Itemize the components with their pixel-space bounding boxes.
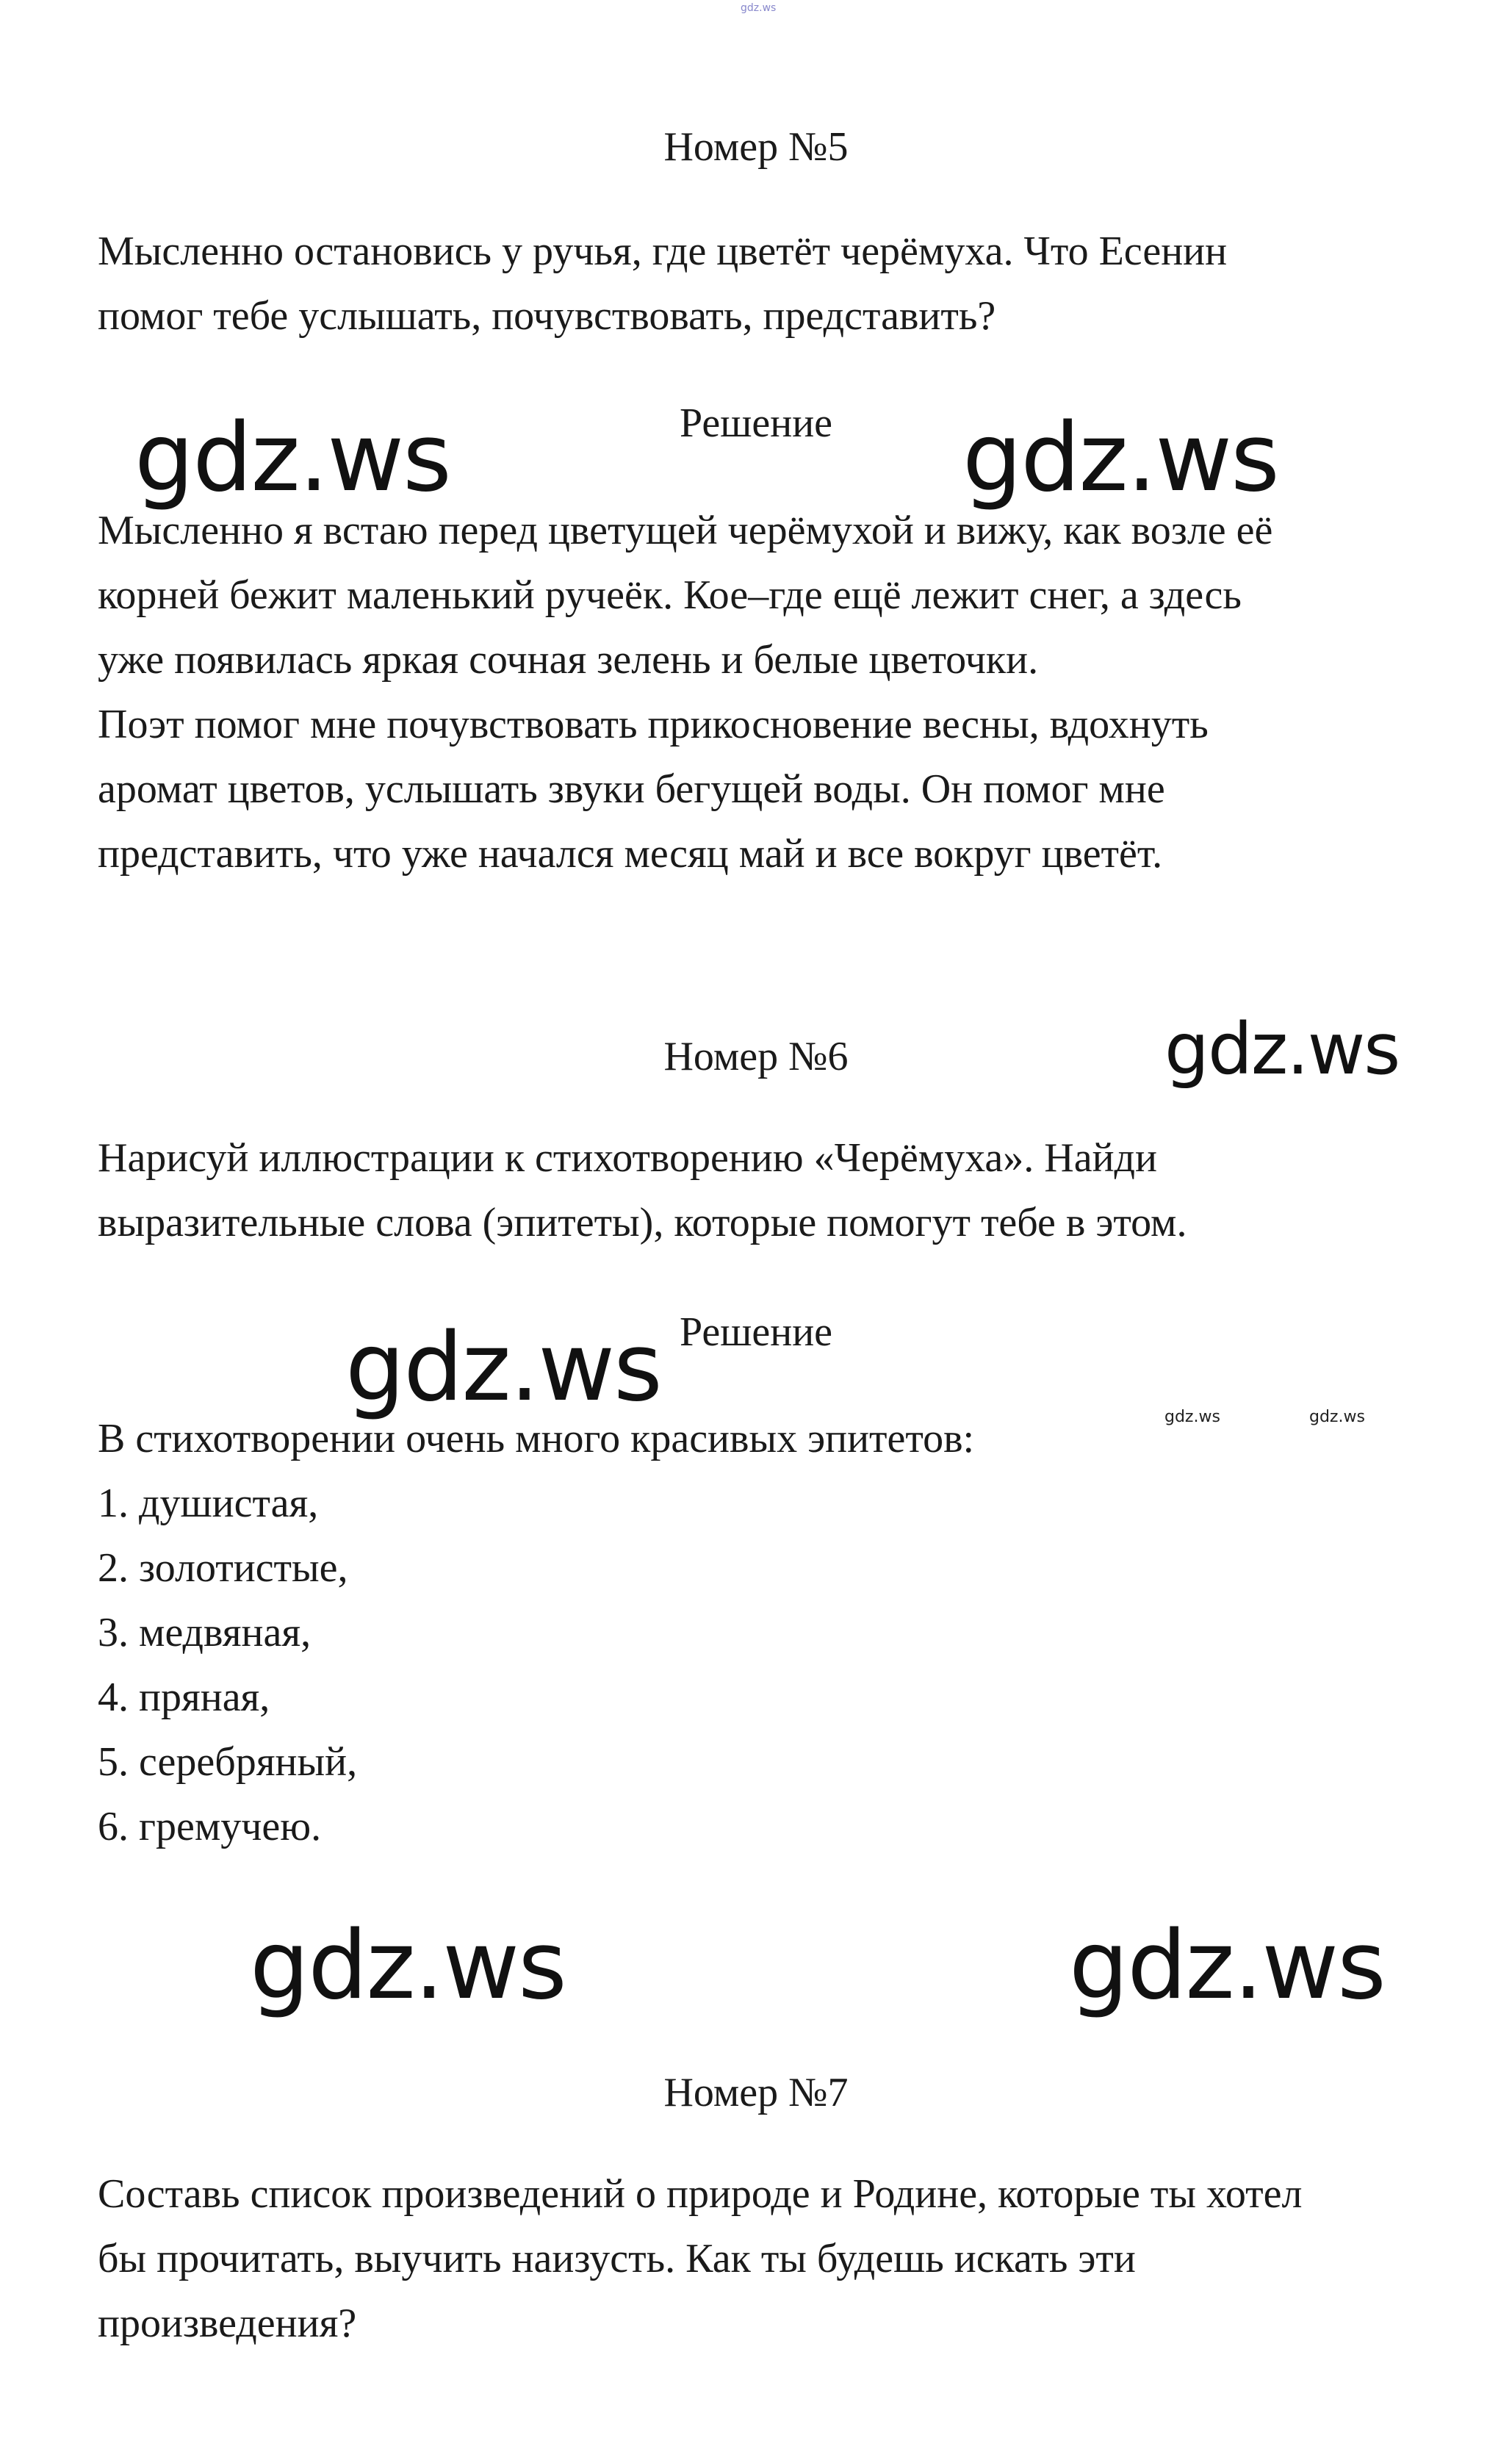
answer-line: Мысленно я встаю перед цветущей черёмухой и вижу, как возле её: [98, 508, 1273, 553]
section-6-heading: Номер №6: [663, 1034, 849, 1079]
section-7-heading: Номер №7: [663, 2070, 849, 2115]
answer-line: В стихотворении очень много красивых эпитетов:: [98, 1416, 975, 1461]
epithet-list: [98, 1471, 357, 1859]
watermark: gdz.ws: [250, 1911, 566, 2021]
task-line: бы прочитать, выучить наизусть. Как ты будешь искать эти: [98, 2236, 1136, 2281]
watermark-small: gdz.ws: [1309, 1408, 1365, 1426]
section-5-task: [98, 219, 1435, 348]
watermark: gdz.ws: [134, 403, 450, 513]
section-6-task: [98, 1126, 1435, 1255]
watermark-small: gdz.ws: [1164, 1408, 1220, 1426]
task-line: Мысленно остановись у ручья, где цветёт черёмуха. Что Есенин: [98, 229, 1228, 274]
task-line: выразительные слова (эпитеты), которые помогут тебе в этом.: [98, 1200, 1187, 1245]
list-item: 5. серебряный,: [98, 1739, 358, 1785]
list-item: 3. медвяная,: [98, 1610, 312, 1655]
answer-line: Поэт помог мне почувствовать прикосновение весны, вдохнуть: [98, 702, 1209, 747]
section-5-heading: Номер №5: [663, 124, 849, 170]
section-6-answer-intro: [98, 1406, 1435, 1471]
watermark: gdz.ws: [345, 1313, 661, 1423]
section-5-solution-label: Решение: [679, 400, 833, 446]
answer-line: аромат цветов, услышать звуки бегущей воды. Он помог мне: [98, 766, 1165, 812]
watermark: gdz.ws: [1164, 1008, 1400, 1090]
list-item: 2. золотистые,: [98, 1545, 348, 1591]
list-item: 1. душистая,: [98, 1481, 319, 1526]
section-5-answer: [98, 498, 1435, 886]
watermark: gdz.ws: [962, 403, 1278, 513]
answer-line: уже появилась яркая сочная зелень и белые цветочки.: [98, 637, 1039, 683]
answer-line: корней бежит маленький ручеёк. Кое–где ещё лежит снег, а здесь: [98, 572, 1242, 618]
task-line: произведения?: [98, 2301, 357, 2346]
watermark: gdz.ws: [1069, 1911, 1385, 2021]
task-line: Составь список произведений о природе и Родине, которые ты хотел: [98, 2171, 1303, 2217]
section-6-solution-label: Решение: [679, 1309, 833, 1355]
watermark-top: gdz.ws: [741, 2, 777, 14]
list-item: 4. пряная,: [98, 1675, 270, 1720]
section-7-task: [98, 2162, 1435, 2356]
task-line: Нарисуй иллюстрации к стихотворению «Черёмуха». Найди: [98, 1135, 1157, 1181]
list-item: 6. гремучею.: [98, 1804, 322, 1849]
answer-line: представить, что уже начался месяц май и все вокруг цветёт.: [98, 831, 1163, 877]
task-line: помог тебе услышать, почувствовать, представить?: [98, 293, 996, 339]
